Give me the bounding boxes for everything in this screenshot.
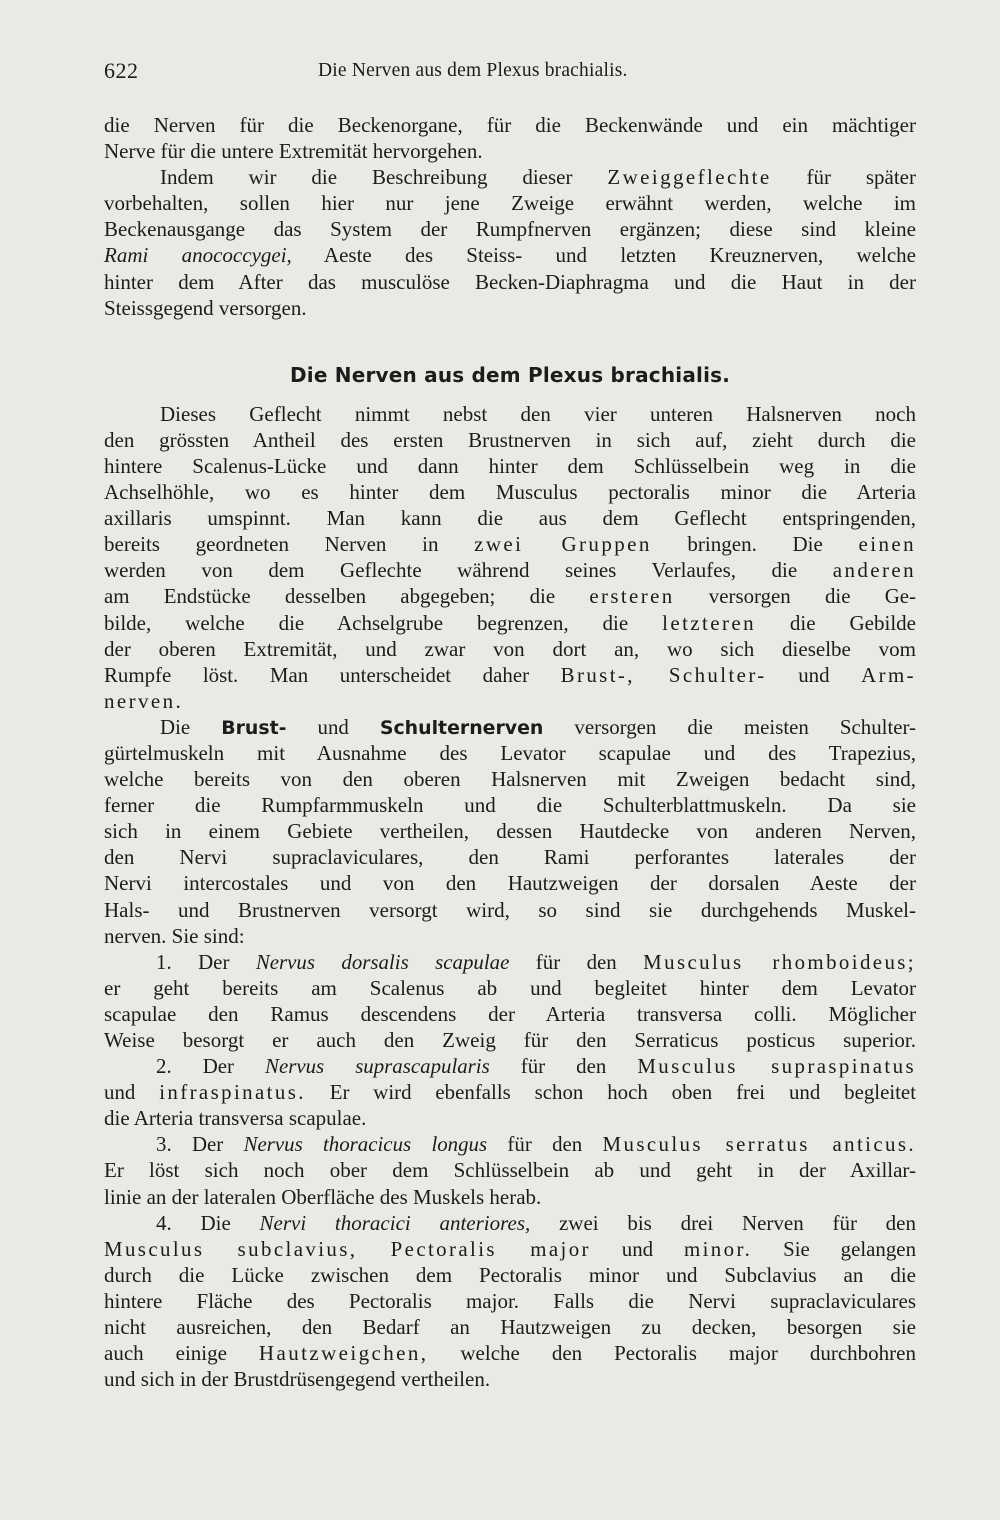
text-line: gürtelmuskeln mit Ausnahme des Levator scapulae und des Trapezius, (104, 740, 916, 765)
text-line: die Arteria transversa scapulae. (104, 1106, 367, 1131)
text-line: nerven. Sie sind: (104, 923, 245, 948)
text-line: und sich in der Brustdrüsengegend vertheilen. (104, 1367, 491, 1392)
spaced-term: Musculus supraspinatus (637, 1054, 916, 1079)
page-header (104, 58, 916, 88)
text-line: Rumpfe löst. Man unterscheidet daher Brust-, Schulter- und Arm- (104, 662, 916, 687)
list-item-line: 2. Der Nervus suprascapularis für den Musculus supraspinatus (156, 1054, 916, 1079)
spaced-term: Brust-, Schulter- (560, 662, 767, 687)
text-line: Rami anococcygei, Aeste des Steiss- und letzten Kreuznerven, welche (104, 243, 916, 268)
text-line: durch die Lücke zwischen dem Pectoralis minor und Subclavius an die (104, 1262, 916, 1287)
list-item-line: 4. Die Nervi thoracici anteriores, zwei bis drei Nerven für den (156, 1210, 916, 1235)
text-line: bereits geordneten Nerven in zwei Gruppen bringen. Die einen (104, 532, 916, 557)
text-line: axillaris umspinnt. Man kann die aus dem Geflecht entspringenden, (104, 506, 916, 531)
text-line: Steissgegend versorgen. (104, 295, 307, 320)
text-line: der oberen Extremität, und zwar von dort an, wo sich dieselbe vom (104, 636, 916, 661)
text-line: Hals- und Brustnerven versorgt wird, so sind sie durchgehends Muskel- (104, 897, 916, 922)
italic-term: Nervus dorsalis scapulae (255, 949, 510, 974)
spaced-term: ersteren (589, 584, 675, 609)
italic-term: Nervus suprascapularis (265, 1054, 490, 1079)
text-line: Beckenausgange das System der Rumpfnerven ergänzen; diese sind kleine (104, 217, 916, 242)
spaced-term: Musculus serratus anticus. (602, 1132, 916, 1157)
text-line: Nerve für die untere Extremität hervorgehen. (104, 139, 483, 164)
spaced-term: infraspinatus. (159, 1080, 306, 1105)
text-line: hintere Fläche des Pectoralis major. Falls die Nervi supraclaviculares (104, 1288, 916, 1313)
text-line: scapulae den Ramus descendens der Arteria transversa colli. Möglicher (104, 1001, 916, 1026)
spaced-term: einen (858, 532, 916, 557)
text-line: den grössten Antheil des ersten Brustnerven in sich auf, zieht durch die (104, 427, 916, 452)
page-number: 622 (104, 58, 139, 83)
bold-term: Brust- (221, 716, 287, 739)
text-line: sich in einem Gebiete vertheilen, dessen Hautdecke von anderen Nerven, (104, 819, 916, 844)
italic-term: Nervus thoracicus longus (243, 1132, 488, 1157)
list-item-line: 1. Der Nervus dorsalis scapulae für den Musculus rhomboideus; (156, 949, 917, 974)
text-line: linie an der lateralen Oberfläche des Muskels herab. (104, 1184, 542, 1209)
section-heading: Die Nerven aus dem Plexus brachialis. (289, 362, 731, 387)
text-line: ferner die Rumpfarmmuskeln und die Schulterblattmuskeln. Da sie (104, 793, 916, 818)
text-line: Achselhöhle, wo es hinter dem Musculus pectoralis minor die Arteria (104, 480, 916, 505)
text-line: nicht ausreichen, den Bedarf an Hautzweigen zu decken, besorgen sie (104, 1315, 916, 1340)
text-line: Musculus subclavius, Pectoralis major und minor. Sie gelangen (104, 1236, 917, 1261)
bold-term: Schulternerven (379, 716, 544, 739)
spaced-term: letzteren (662, 610, 756, 635)
text-line: vorbehalten, sollen hier nur jene Zweige erwähnt werden, welche im (104, 191, 916, 216)
text-line: er geht bereits am Scalenus ab und begleitet hinter dem Levator (104, 975, 916, 1000)
spaced-term: Zweiggeflechte (607, 165, 772, 190)
spaced-term: anderen (832, 558, 916, 583)
text-line: den Nervi supraclaviculares, den Rami perforantes laterales der (104, 845, 916, 870)
spaced-term: Arm- (861, 662, 916, 687)
italic-term: Rami anococcygei, (104, 243, 292, 268)
text-line: am Endstücke desselben abgegeben; die ersteren versorgen die Ge- (104, 584, 916, 609)
text-line: bilde, welche die Achselgrube begrenzen, die letzteren die Gebilde (104, 610, 916, 635)
text-line: werden von dem Geflechte während seines Verlaufes, die anderen (104, 558, 916, 583)
spaced-term: Musculus subclavius, Pectoralis major (104, 1236, 591, 1261)
text-line: hinter dem After das musculöse Becken-Diaphragma und die Haut in der (104, 269, 916, 294)
text-line: Dieses Geflecht nimmt nebst den vier unteren Halsnerven noch (160, 401, 916, 426)
text-line: welche bereits von den oberen Halsnerven mit Zweigen bedacht sind, (104, 767, 916, 792)
text-line: Nervi intercostales und von den Hautzweigen der dorsalen Aeste der (104, 871, 916, 896)
spaced-term: Musculus rhomboideus; (643, 949, 917, 974)
text-line: Die Brust- und Schulternerven versorgen die meisten Schulter- (160, 714, 917, 739)
spaced-term: zwei Gruppen (474, 532, 652, 557)
running-head: Die Nerven aus dem Plexus brachialis. (318, 60, 628, 81)
italic-term: Nervi thoracici anteriores, (259, 1210, 531, 1235)
list-item-line: 3. Der Nervus thoracicus longus für den Musculus serratus anticus. (156, 1132, 916, 1157)
spaced-term: Hautzweigchen, (258, 1341, 429, 1366)
text-line: und infraspinatus. Er wird ebenfalls schon hoch oben frei und begleitet (104, 1080, 916, 1105)
text-line: Er löst sich noch ober dem Schlüsselbein ab und geht in der Axillar- (104, 1158, 916, 1183)
text-line: auch einige Hautzweigchen, welche den Pectoralis major durchbohren (104, 1341, 916, 1366)
spaced-term: minor. (683, 1236, 753, 1261)
spaced-term: nerven. (104, 688, 184, 713)
text-line: die Nerven für die Beckenorgane, für die Beckenwände und ein mächtiger (104, 113, 916, 137)
text-line: Indem wir die Beschreibung dieser Zweiggeflechte für später (160, 165, 916, 190)
page-body (104, 112, 916, 1392)
text-line: hintere Scalenus-Lücke und dann hinter dem Schlüsselbein weg in die (104, 453, 916, 478)
text-line: Weise besorgt er auch den Zweig für den Serraticus posticus superior. (104, 1028, 916, 1052)
text-line (104, 688, 916, 714)
